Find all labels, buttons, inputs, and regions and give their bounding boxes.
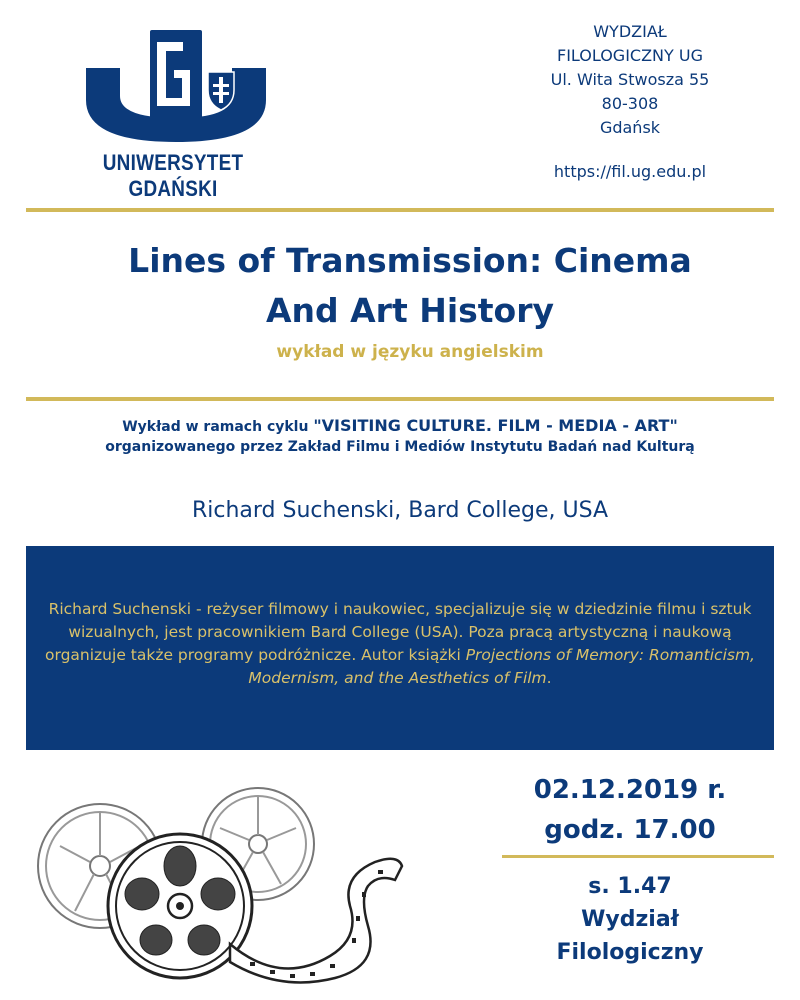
- event-date: 02.12.2019 r.: [533, 775, 727, 805]
- address-line: Gdańsk: [599, 118, 661, 137]
- series-name: "VISITING CULTURE. FILM - MEDIA - ART": [313, 416, 678, 435]
- event-location: [505, 870, 755, 969]
- faculty-address: [530, 20, 730, 140]
- film-reel-icon: [30, 766, 450, 988]
- event-room: s. 1.47: [588, 874, 672, 899]
- divider: [502, 855, 774, 858]
- book-title: Projections of Memory: Romanticism, Modernism, and the Aesthetics of Film: [248, 646, 755, 687]
- title-line: Lines of Transmission: Cinema: [128, 241, 692, 280]
- speaker-bio: [34, 598, 766, 690]
- address-line: 80-308: [601, 94, 659, 113]
- speaker-name: Richard Suchenski, Bard College, USA: [191, 498, 609, 523]
- language-note: wykład w języku angielskim: [276, 342, 544, 362]
- event-datetime: [505, 770, 755, 850]
- address-line: Ul. Wita Stwosza 55: [550, 70, 710, 89]
- address-line: FILOLOGICZNY UG: [557, 46, 703, 65]
- address-line: WYDZIAŁ: [593, 22, 667, 41]
- bio-text: Richard Suchenski - reżyser filmowy i naukowiec, specjalizuje się w dziedzinie filmu i sztuk wizualnych, jest pracownikiem Bard College (USA). Poza pracą artystyczną i naukową organizuje także programy podróżnicze. Autor książki: [45, 600, 752, 664]
- divider: [26, 397, 774, 401]
- event-time: godz. 17.00: [544, 815, 716, 845]
- title-line: And Art History: [265, 291, 555, 330]
- event-title: [60, 236, 760, 336]
- faculty-website-link[interactable]: https://fil.ug.edu.pl: [553, 162, 707, 181]
- bio-end: .: [546, 669, 552, 687]
- divider: [26, 208, 774, 212]
- logo-wordmark: UNIWERSYTET GDAŃSKI: [102, 150, 244, 201]
- series-organizer: organizowanego przez Zakład Filmu i Mediów Instytutu Badań nad Kulturą: [105, 439, 695, 455]
- event-venue: Filologiczny: [556, 940, 704, 965]
- series-prefix: Wykład w ramach cyklu: [122, 419, 314, 435]
- event-venue: Wydział: [581, 907, 679, 932]
- lecture-series-info: [40, 416, 760, 457]
